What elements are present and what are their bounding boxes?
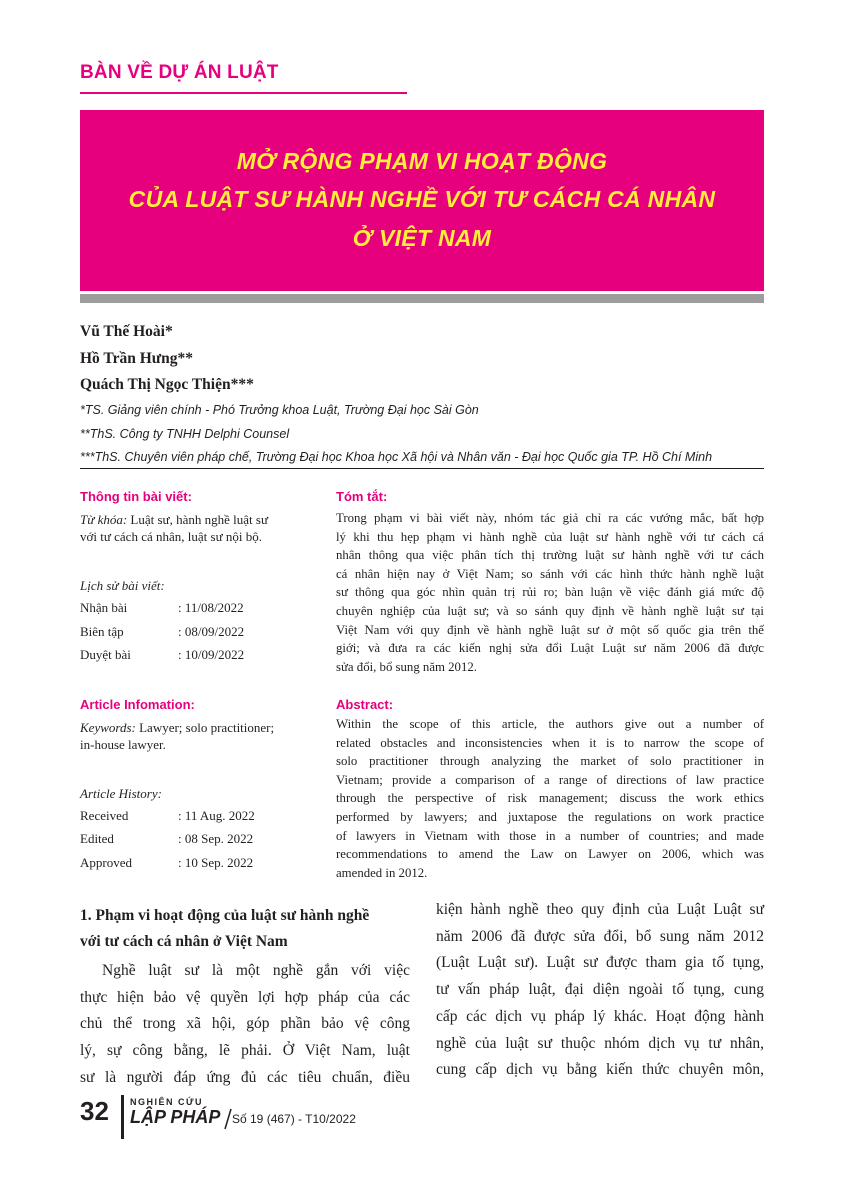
body-left-column bbox=[80, 958, 410, 1092]
abstract-line: Vietnam; provide a comparison of a range of directions of law practice bbox=[336, 772, 764, 787]
author-name: Vũ Thế Hoài* bbox=[80, 323, 173, 340]
abstract-line: performed by lawyers; and juxtapose the regulations on work practice bbox=[336, 809, 764, 824]
history-date: : 11 Aug. 2022 bbox=[178, 808, 255, 823]
footer-divider bbox=[121, 1095, 124, 1139]
keywords-text: với tư cách cá nhân, luật sư nội bộ. bbox=[80, 529, 262, 544]
article-info-heading-vi: Thông tin bài viết: bbox=[80, 489, 192, 504]
keywords-vi bbox=[80, 511, 320, 545]
journal-logo-top: NGHIÊN CỨU bbox=[130, 1097, 203, 1107]
history-label: Received bbox=[80, 808, 129, 823]
title-banner bbox=[80, 110, 764, 291]
history-date: : 10/09/2022 bbox=[178, 647, 245, 662]
abstract-line: solo practitioner through analyzing the market of solo practitioner in bbox=[336, 754, 764, 769]
summary-line: giới; và đưa ra các kiến nghị sửa đổi Luật Luật sư năm 2006 đã được bbox=[336, 641, 764, 656]
body-right-column bbox=[436, 897, 764, 1084]
abstract-line: Within the scope of this article, the authors give out a number of bbox=[336, 717, 764, 731]
page-number: 32 bbox=[80, 1096, 109, 1126]
body-line: kiện hành nghề theo quy định của Luật Luật sư bbox=[436, 901, 764, 918]
abstract-line: amended in 2012. bbox=[336, 865, 428, 880]
summary-heading-vi: Tóm tắt: bbox=[336, 489, 388, 504]
summary-line: sư thông qua góc nhìn quản trị rủi ro; bàn luận về việc đánh giá mức độ bbox=[336, 585, 764, 600]
summary-line: Trong phạm vi bài viết này, nhóm tác giả chỉ ra các vướng mắc, bất hợp bbox=[336, 511, 764, 525]
abstract-line: related obstacles and inconsistencies when it is to narrow the scope of bbox=[336, 735, 764, 750]
body-line: (Luật Luật sư). Luật sư được tham gia tố tụng, bbox=[436, 954, 764, 972]
body-line: sư là người đáp ứng đủ các tiêu chuẩn, điều bbox=[80, 1068, 410, 1086]
summary-line: Việt Nam với quy định về hành nghề luật sư ở một số quốc gia trên thế bbox=[336, 622, 764, 637]
affiliation-divider bbox=[80, 468, 764, 469]
author-affiliation: ***ThS. Chuyên viên pháp chế, Trường Đại học Khoa học Xã hội và Nhân văn - Đại học Quốc gia TP. Hồ Chí Minh bbox=[80, 450, 713, 464]
article-info-heading-en: Article Infomation: bbox=[80, 697, 195, 712]
keywords-label: Từ khóa: bbox=[80, 512, 128, 527]
keywords-text: Luật sư, hành nghề luật sư bbox=[130, 512, 268, 527]
keywords-text: Lawyer; solo practitioner; bbox=[139, 720, 275, 735]
history-label: Duyệt bài bbox=[80, 647, 131, 662]
abstract-heading-en: Abstract: bbox=[336, 697, 394, 712]
section-underline bbox=[80, 92, 407, 94]
abstract-line: of lawyers in Vietnam with those in a number of countries; and made bbox=[336, 828, 764, 843]
title-divider bbox=[80, 294, 764, 303]
keywords-text: in-house lawyer. bbox=[80, 737, 166, 752]
summary-line: chuyên nghiệp của luật sư; và so sánh quy định về hành nghề luật sư tại bbox=[336, 603, 764, 618]
summary-line: nhân thông qua việc phân tích thị trường luật sư hành nghề với tư cách bbox=[336, 548, 764, 563]
summary-line: sửa đổi, bổ sung năm 2012. bbox=[336, 659, 477, 674]
body-line: cung cấp dịch vụ bằng kiến thức chuyên môn, bbox=[436, 1061, 764, 1079]
issue-number: Số 19 (467) - T10/2022 bbox=[232, 1112, 356, 1126]
abstract-en bbox=[336, 715, 764, 882]
abstract-line: through the perspective of risk management; discuss the work ethics bbox=[336, 791, 764, 806]
history-label: Edited bbox=[80, 831, 114, 846]
body-line: lý, sự công bằng, lẽ phải. Ở Việt Nam, luật bbox=[80, 1042, 410, 1060]
body-line: năm 2006 đã được sửa đổi, bổ sung năm 2012 bbox=[436, 927, 764, 945]
history-label: Approved bbox=[80, 855, 132, 870]
abstract-line: recommendations to amend the Law on Lawyer on 2006, which was bbox=[336, 847, 764, 862]
section-heading: 1. Phạm vi hoạt động của luật sư hành nghề với tư cách cá nhân ở Việt Nam bbox=[80, 907, 370, 950]
body-line: tư vấn pháp luật, đại diện ngoài tố tụng, cung bbox=[436, 981, 764, 999]
author-name: Quách Thị Ngọc Thiện*** bbox=[80, 376, 254, 393]
history-label: Nhận bài bbox=[80, 600, 128, 615]
keywords-en bbox=[80, 719, 320, 753]
author-affiliation: **ThS. Công ty TNHH Delphi Counsel bbox=[80, 427, 290, 441]
journal-logo-main: LẬP PHÁP bbox=[130, 1107, 221, 1127]
body-line: Nghề luật sư là một nghề gắn với việc bbox=[102, 962, 410, 979]
body-line: nghề của luật sư thuộc nhóm dịch vụ tư nhân, bbox=[436, 1034, 764, 1052]
title-line: Ở VIỆT NAM bbox=[352, 225, 492, 251]
author-name: Hồ Trần Hưng** bbox=[80, 350, 193, 367]
body-line: cấp các dịch vụ pháp lý khác. Hoạt động hành bbox=[436, 1007, 764, 1025]
logo-slash-icon bbox=[224, 1108, 232, 1130]
body-line: chủ thể trong xã hội, góp phần bảo vệ công bbox=[80, 1015, 410, 1033]
history-label-en: Article History: bbox=[80, 786, 162, 801]
history-date: : 08/09/2022 bbox=[178, 624, 245, 639]
summary-line: cá nhân hiện nay ở Việt Nam; so sánh với các hình thức hành nghề luật bbox=[336, 566, 764, 581]
author-affiliation: *TS. Giảng viên chính - Phó Trưởng khoa Luật, Trường Đại học Sài Gòn bbox=[80, 403, 479, 417]
title-line: MỞ RỘNG PHẠM VI HOẠT ĐỘNG bbox=[236, 148, 608, 174]
history-date: : 10 Sep. 2022 bbox=[178, 855, 254, 870]
history-date: : 08 Sep. 2022 bbox=[178, 831, 254, 846]
history-label-vi: Lịch sử bài viết: bbox=[80, 578, 165, 593]
history-label: Biên tập bbox=[80, 624, 124, 639]
title-line: CỦA LUẬT SƯ HÀNH NGHỀ VỚI TƯ CÁCH CÁ NHÂN bbox=[128, 186, 716, 212]
summary-vi bbox=[336, 509, 764, 676]
keywords-label: Keywords: bbox=[80, 720, 136, 735]
section-label: BÀN VỀ DỰ ÁN LUẬT bbox=[80, 62, 279, 83]
history-date: : 11/08/2022 bbox=[178, 600, 244, 615]
body-line: thực hiện bảo vệ quyền lợi hợp pháp của các bbox=[80, 988, 410, 1006]
summary-line: lý khi thu hẹp phạm vi hành nghề của luật sư hành nghề với tư cách cá bbox=[336, 529, 764, 544]
